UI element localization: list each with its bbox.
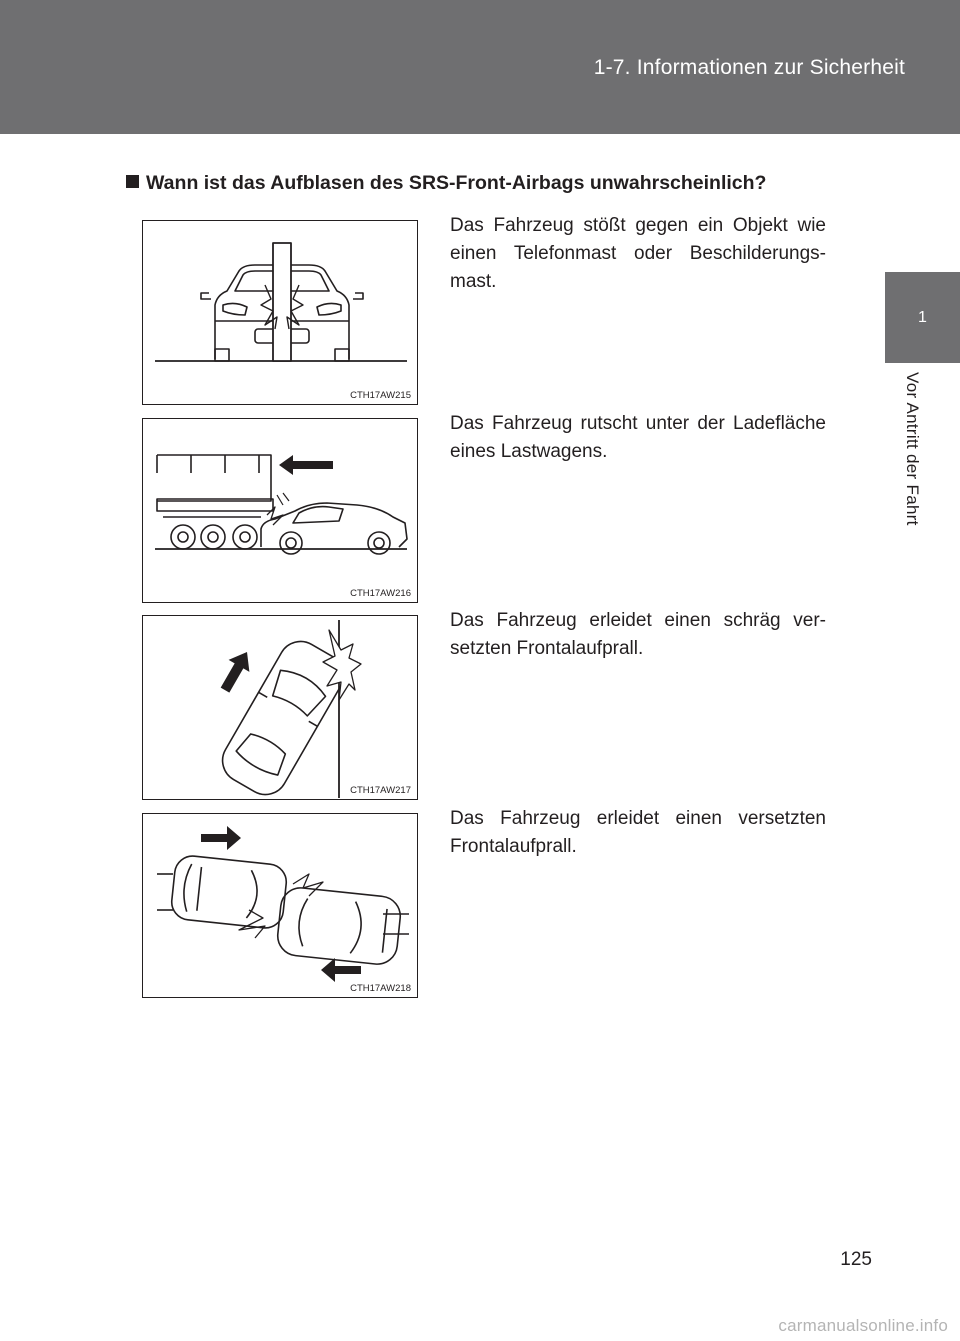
description-offset: Das Fahrzeug erleidet einen versetzten Frontalaufprall. [450, 808, 826, 857]
bullet-square-icon [126, 175, 139, 188]
car-hitting-pole-illustration [143, 221, 419, 406]
car-under-truck-illustration [143, 419, 419, 604]
offset-collision-illustration [143, 814, 419, 999]
chapter-title: Vor Antritt der Fahrt [903, 372, 922, 526]
chapter-side-label [872, 372, 952, 552]
figure-offset-collision [142, 813, 418, 998]
description-pole: Das Fahrzeug stößt gegen ein Objekt wie einen Telefonmast oder Beschilderungsmast. [450, 215, 826, 292]
figure-code: CTH17AW215 [350, 390, 411, 401]
figure-code: CTH17AW218 [350, 983, 411, 994]
header-band [0, 0, 960, 134]
description-truck: Das Fahrzeug rutscht unter der Ladefläche eines Lastwagens. [450, 413, 826, 462]
section-title: 1-7. Informationen zur Sicherheit [593, 56, 905, 79]
watermark: carmanualsonline.info [778, 1316, 948, 1335]
figure-truck-underride [142, 418, 418, 603]
page-number: 125 [840, 1249, 872, 1270]
section-heading [126, 172, 766, 195]
heading-text: Wann ist das Aufblasen des SRS-Front-Airbags unwahrscheinlich? [146, 172, 767, 194]
figure-code: CTH17AW217 [350, 785, 411, 796]
description-oblique: Das Fahrzeug erleidet einen schräg versetzten Frontalaufprall. [450, 610, 826, 659]
chapter-number: 1 [918, 309, 927, 326]
figure-oblique-collision [142, 615, 418, 800]
chapter-tab [885, 272, 960, 363]
figure-pole-collision [142, 220, 418, 405]
figure-code: CTH17AW216 [350, 588, 411, 599]
oblique-collision-illustration [143, 616, 419, 801]
